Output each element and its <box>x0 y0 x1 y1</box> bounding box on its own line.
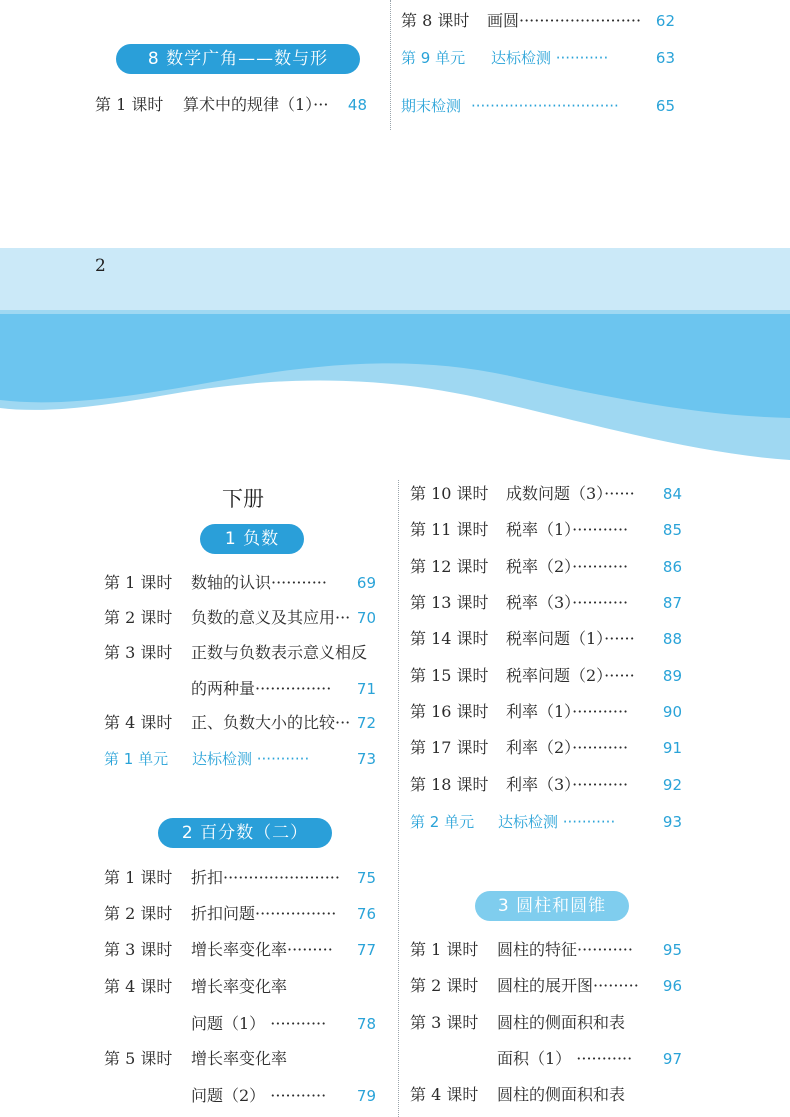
page-number: 73 <box>356 750 376 768</box>
unit-review-label: 第 1 单元 <box>104 750 169 768</box>
toc-row[interactable] <box>410 590 682 616</box>
toc-row[interactable] <box>401 8 675 34</box>
page-number: 90 <box>662 703 682 721</box>
unit-review-label: 第 2 单元 <box>410 813 475 831</box>
unit-3-banner <box>475 891 629 921</box>
toc-row[interactable] <box>104 974 376 1000</box>
toc-row[interactable] <box>410 1010 682 1036</box>
unit-review-row[interactable] <box>410 809 682 835</box>
wave-band <box>0 248 790 460</box>
lesson-title: 正数与负数表示意义相反 <box>191 643 368 662</box>
lesson-title: 税率（3）··········· <box>506 593 629 612</box>
toc-row[interactable] <box>410 626 682 652</box>
lesson-number: 第 4 课时 <box>410 1085 479 1104</box>
lesson-title: 问题（1） ··········· <box>191 1014 327 1033</box>
lesson-number: 第 4 课时 <box>104 977 173 996</box>
page-number: 72 <box>356 714 376 732</box>
lesson-number: 第 5 课时 <box>104 1049 173 1068</box>
unit-review-title: 达标检测 ··········· <box>192 750 310 768</box>
lesson-number: 第 13 课时 <box>410 593 489 612</box>
toc-row[interactable] <box>410 699 682 725</box>
lesson-number: 第 2 课时 <box>410 976 479 995</box>
lesson-number: 第 11 课时 <box>410 520 489 539</box>
toc-row[interactable] <box>104 1046 376 1072</box>
lesson-title: 税率（1）··········· <box>506 520 629 539</box>
toc-row[interactable] <box>410 1082 682 1108</box>
unit-review-row[interactable] <box>104 746 376 772</box>
page-number: 62 <box>655 12 675 30</box>
lesson-title: 增长率变化率 <box>191 977 288 996</box>
lesson-number: 第 3 课时 <box>410 1013 479 1032</box>
lesson-title: 利率（3）··········· <box>506 775 629 794</box>
lesson-number: 第 15 课时 <box>410 666 489 685</box>
page-number: 86 <box>662 558 682 576</box>
page-number: 93 <box>662 813 682 831</box>
unit-review-label: 第 9 单元 <box>401 49 466 67</box>
lesson-title: 折扣问题················ <box>191 904 337 923</box>
unit-review-title: 达标检测 ··········· <box>491 49 609 67</box>
final-exam-row[interactable] <box>401 93 675 119</box>
page-number: 79 <box>356 1087 376 1105</box>
lesson-title: 折扣······················· <box>191 868 340 887</box>
page-number: 78 <box>356 1015 376 1033</box>
page-number: 63 <box>655 49 675 67</box>
toc-row-continued[interactable] <box>104 676 376 702</box>
toc-row[interactable] <box>410 481 682 507</box>
lesson-number: 第 1 课时 <box>104 573 173 592</box>
toc-row[interactable] <box>104 640 386 666</box>
lesson-title: 成数问题（3）······ <box>506 484 635 503</box>
lesson-title: 的两种量··············· <box>191 679 332 698</box>
lesson-title: 增长率变化率········· <box>191 940 333 959</box>
unit-8-banner-label: 8 数学广角——数与形 <box>147 49 329 69</box>
lesson-number: 第 1 课时 <box>95 95 164 114</box>
unit-1-banner-label: 1 负数 <box>224 529 280 549</box>
lower-column-divider <box>398 480 399 1117</box>
toc-row[interactable] <box>104 865 376 891</box>
lesson-number: 第 12 课时 <box>410 557 489 576</box>
toc-row-continued[interactable] <box>104 1011 376 1037</box>
lesson-title: 利率（2）··········· <box>506 738 629 757</box>
page-number: 77 <box>356 941 376 959</box>
page-number: 92 <box>662 776 682 794</box>
final-exam-label: 期末检测 <box>401 97 462 115</box>
lesson-number: 第 8 课时 <box>401 11 470 30</box>
lesson-title: 圆柱的特征··········· <box>497 940 633 959</box>
page-number: 84 <box>662 485 682 503</box>
page-number: 76 <box>356 905 376 923</box>
lesson-title: 圆柱的侧面积和表 <box>497 1013 626 1032</box>
lesson-number: 第 1 课时 <box>104 868 173 887</box>
page-number: 88 <box>662 630 682 648</box>
lesson-number: 第 3 课时 <box>104 643 173 662</box>
page-number: 65 <box>655 97 675 115</box>
lesson-number: 第 1 课时 <box>410 940 479 959</box>
lesson-title: 算术中的规律（1）··· <box>183 95 329 114</box>
lesson-title: 税率（2）··········· <box>506 557 629 576</box>
lesson-title: 画圆························ <box>487 11 642 30</box>
toc-row[interactable] <box>410 937 682 963</box>
lesson-title: 面积（1） ··········· <box>497 1049 633 1068</box>
page-number-label: 2 <box>95 256 106 276</box>
lesson-number: 第 2 课时 <box>104 904 173 923</box>
lesson-number: 第 3 课时 <box>104 940 173 959</box>
page-number: 48 <box>347 96 367 114</box>
lesson-title: 圆柱的展开图········· <box>497 976 639 995</box>
page-number: 87 <box>662 594 682 612</box>
top-column-divider <box>390 0 391 130</box>
lesson-number: 第 10 课时 <box>410 484 489 503</box>
lesson-title: 税率问题（1）······ <box>506 629 635 648</box>
lesson-title: 负数的意义及其应用··· <box>191 608 351 627</box>
toc-row[interactable] <box>410 663 682 689</box>
toc-row[interactable] <box>410 517 682 543</box>
page-number: 70 <box>356 609 376 627</box>
toc-row[interactable] <box>95 92 367 118</box>
page-number: 95 <box>662 941 682 959</box>
toc-row[interactable] <box>104 710 376 736</box>
page-number: 91 <box>662 739 682 757</box>
volume-title: 下册 <box>222 487 264 511</box>
unit-2-banner <box>158 818 332 848</box>
lesson-number: 第 14 课时 <box>410 629 489 648</box>
lesson-number: 第 18 课时 <box>410 775 489 794</box>
toc-row[interactable] <box>104 570 376 596</box>
lesson-title: 利率（1）··········· <box>506 702 629 721</box>
toc-row[interactable] <box>104 605 376 631</box>
unit-2-banner-label: 2 百分数（二） <box>181 823 309 843</box>
toc-row[interactable] <box>410 973 682 999</box>
lesson-title: 增长率变化率 <box>191 1049 288 1068</box>
toc-row-continued[interactable] <box>104 1083 376 1109</box>
band-light <box>0 248 790 318</box>
page-number: 69 <box>356 574 376 592</box>
lesson-title: 数轴的认识··········· <box>191 573 327 592</box>
lesson-number: 第 16 课时 <box>410 702 489 721</box>
lesson-title: 问题（2） ··········· <box>191 1086 327 1105</box>
page-number: 89 <box>662 667 682 685</box>
final-exam-dots: ······························· <box>471 97 619 115</box>
page-number: 97 <box>662 1050 682 1068</box>
unit-1-banner <box>200 524 304 554</box>
toc-row[interactable] <box>410 735 682 761</box>
lesson-number: 第 2 课时 <box>104 608 173 627</box>
unit-8-banner <box>116 44 360 74</box>
lesson-number: 第 17 课时 <box>410 738 489 757</box>
toc-row[interactable] <box>410 772 682 798</box>
unit-3-banner-label: 3 圆柱和圆锥 <box>497 896 607 916</box>
unit-review-title: 达标检测 ··········· <box>498 813 616 831</box>
page-number: 71 <box>356 680 376 698</box>
lesson-number: 第 4 课时 <box>104 713 173 732</box>
toc-row[interactable] <box>410 554 682 580</box>
lesson-title: 正、负数大小的比较··· <box>191 713 351 732</box>
toc-row[interactable] <box>104 937 376 963</box>
unit-review-row[interactable] <box>401 45 675 71</box>
toc-row-continued[interactable] <box>410 1046 682 1072</box>
lesson-title: 税率问题（2）······ <box>506 666 635 685</box>
page-number: 75 <box>356 869 376 887</box>
page-number: 96 <box>662 977 682 995</box>
page-number: 85 <box>662 521 682 539</box>
toc-row[interactable] <box>104 901 376 927</box>
lesson-title: 圆柱的侧面积和表 <box>497 1085 626 1104</box>
